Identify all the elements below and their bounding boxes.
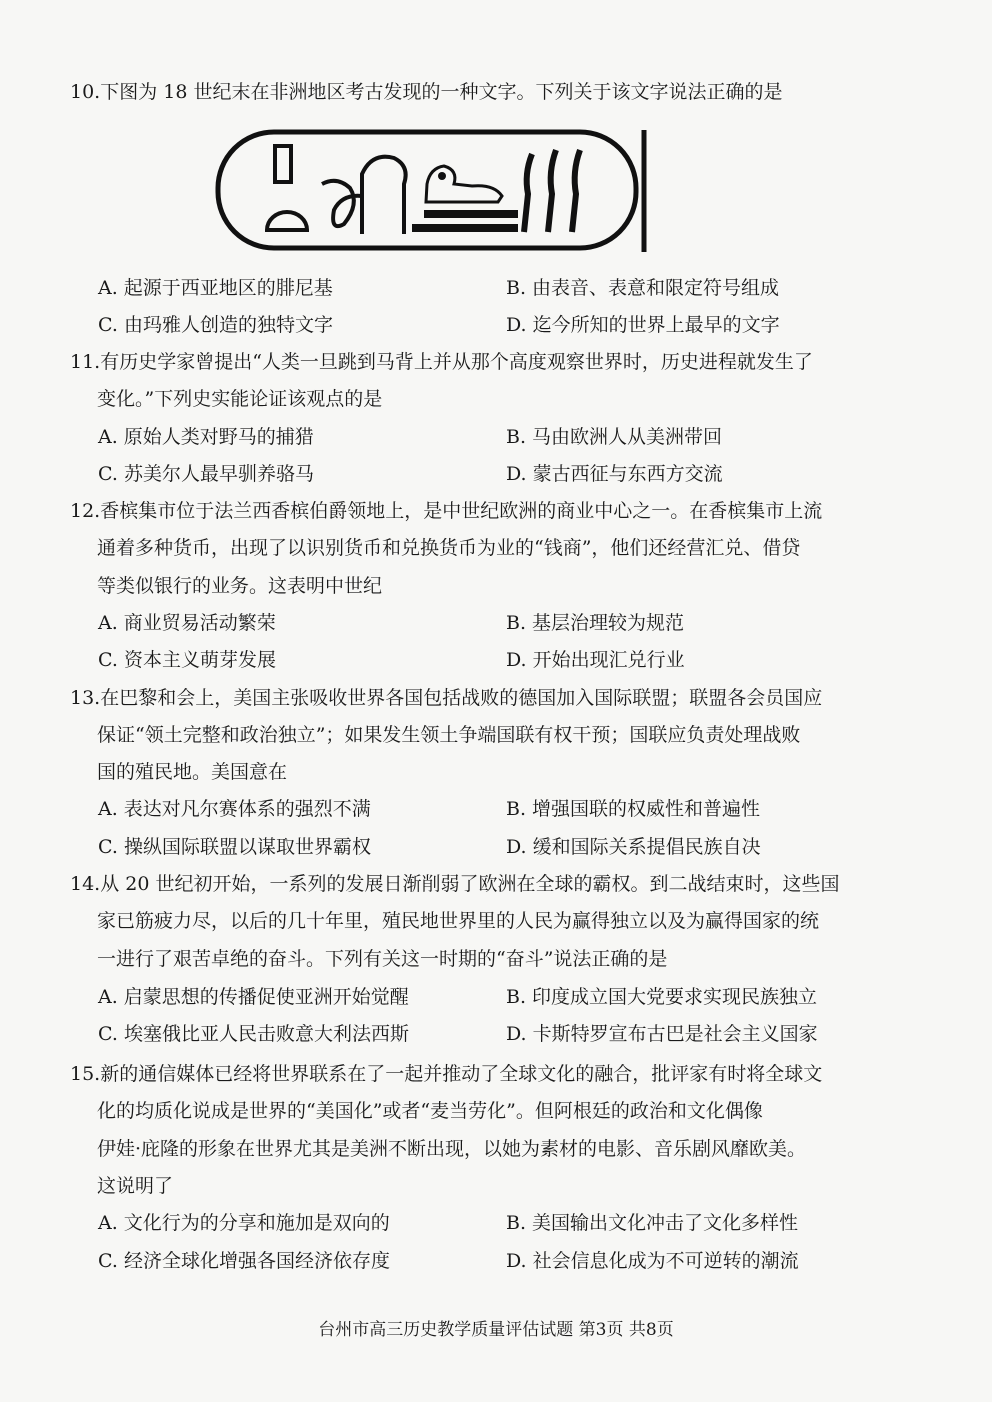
q10-option-b: B. 由表音、表意和限定符号组成	[506, 277, 780, 299]
q13-option-d: D. 缓和国际关系提倡民族自决	[506, 836, 761, 858]
question-14-stem: 14.从 20 世纪初开始，一系列的发展日渐削弱了欧洲在全球的霸权。到二战结束时，这些国	[70, 873, 840, 895]
question-15-stem-line: 化的均质化说成是世界的“美国化”或者“麦当劳化”。但阿根廷的政治和文化偶像	[97, 1100, 763, 1122]
question-13-stem: 13.在巴黎和会上，美国主张吸收世界各国包括战败的德国加入国际联盟；联盟各会员国应	[70, 687, 823, 709]
question-15-stem-line: 伊娃·庇隆的形象在世界尤其是美洲不断出现，以她为素材的电影、音乐剧风靡欧美。	[97, 1138, 807, 1160]
question-12-stem-line: 等类似银行的业务。这表明中世纪	[97, 575, 383, 597]
q15-option-b: B. 美国输出文化冲击了文化多样性	[506, 1212, 799, 1234]
question-15-stem: 15.新的通信媒体已经将世界联系在了一起并推动了全球文化的融合，批评家有时将全球文	[70, 1063, 823, 1085]
q11-option-b: B. 马由欧洲人从美洲带回	[506, 426, 723, 448]
q15-option-c: C. 经济全球化增强各国经济依存度	[98, 1250, 390, 1272]
question-10-stem: 10.下图为 18 世纪末在非洲地区考古发现的一种文字。下列关于该文字说法正确的是	[70, 81, 783, 103]
q12-option-b: B. 基层治理较为规范	[506, 612, 685, 634]
q14-option-a: A. 启蒙思想的传播促使亚洲开始觉醒	[98, 986, 409, 1008]
question-13-stem-line: 国的殖民地。美国意在	[97, 761, 288, 783]
question-11-stem-line: 变化。”下列史实能论证该观点的是	[97, 388, 383, 410]
question-11-stem: 11.有历史学家曾提出“人类一旦跳到马背上并从那个高度观察世界时，历史进程就发生了	[70, 351, 813, 373]
hieroglyph-cartouche-image	[212, 124, 662, 256]
q12-option-d: D. 开始出现汇兑行业	[506, 649, 685, 671]
q14-option-d: D. 卡斯特罗宣布古巴是社会主义国家	[506, 1023, 818, 1045]
page-footer: 台州市高三历史教学质量评估试题 第3页 共8页	[318, 1320, 674, 1340]
q14-option-c: C. 埃塞俄比亚人民击败意大利法西斯	[98, 1023, 409, 1045]
q10-option-c: C. 由玛雅人创造的独特文字	[98, 314, 333, 336]
question-14-stem-line: 一进行了艰苦卓绝的奋斗。下列有关这一时期的“奋斗”说法正确的是	[97, 948, 668, 970]
question-13-stem-line: 保证“领土完整和政治独立”；如果发生领土争端国联有权干预；国联应负责处理战败	[97, 724, 801, 746]
q12-option-a: A. 商业贸易活动繁荣	[98, 612, 276, 634]
q11-option-d: D. 蒙古西征与东西方交流	[506, 463, 723, 485]
q13-option-c: C. 操纵国际联盟以谋取世界霸权	[98, 836, 371, 858]
q12-option-c: C. 资本主义萌芽发展	[98, 649, 276, 671]
question-12-stem-line: 通着多种货币，出现了以识别货币和兑换货币为业的“钱商”，他们还经营汇兑、借贷	[97, 537, 801, 559]
q10-option-a: A. 起源于西亚地区的腓尼基	[98, 277, 333, 299]
q11-option-a: A. 原始人类对野马的捕猎	[98, 426, 314, 448]
q11-option-c: C. 苏美尔人最早驯养骆马	[98, 463, 314, 485]
q13-option-b: B. 增强国联的权威性和普遍性	[506, 798, 761, 820]
q14-option-b: B. 印度成立国大党要求实现民族独立	[506, 986, 818, 1008]
q10-option-d: D. 迄今所知的世界上最早的文字	[506, 314, 780, 336]
question-14-stem-line: 家已筋疲力尽，以后的几十年里，殖民地世界里的人民为赢得独立以及为赢得国家的统	[97, 910, 820, 932]
question-15-stem-line: 这说明了	[97, 1175, 174, 1197]
q15-option-d: D. 社会信息化成为不可逆转的潮流	[506, 1250, 799, 1272]
question-12-stem: 12.香槟集市位于法兰西香槟伯爵领地上，是中世纪欧洲的商业中心之一。在香槟集市上流	[70, 500, 823, 522]
q13-option-a: A. 表达对凡尔赛体系的强烈不满	[98, 798, 371, 820]
q15-option-a: A. 文化行为的分享和施加是双向的	[98, 1212, 390, 1234]
